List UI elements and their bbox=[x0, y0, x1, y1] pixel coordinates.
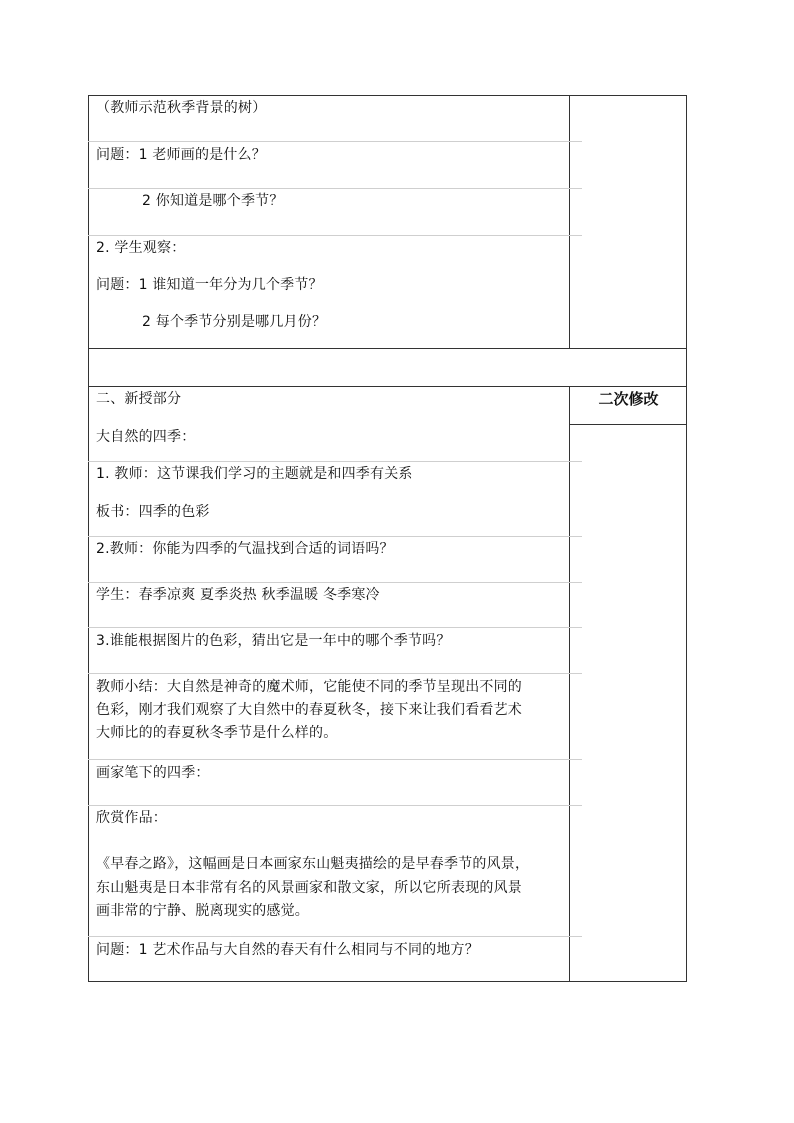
student-observe: 2. 学生观察： bbox=[96, 240, 186, 256]
question-seasons: 问题：1 谁知道一年分为几个季节？ bbox=[96, 277, 323, 293]
question-2: 2 你知道是哪个季节？ bbox=[142, 193, 284, 209]
column-divider-bottom bbox=[569, 386, 570, 982]
column-divider-top bbox=[569, 95, 570, 348]
side-heading-divider bbox=[569, 424, 687, 425]
teacher-question: 2.教师：你能为四季的气温找到合适的词语吗？ bbox=[96, 541, 394, 557]
demo-note: （教师示范秋季背景的树） bbox=[96, 100, 267, 116]
paragraph-guide bbox=[88, 673, 582, 674]
paragraph-guide bbox=[88, 627, 582, 628]
summary-line-1: 教师小结：大自然是神奇的魔术师，它能使不同的季节呈现出不同的 bbox=[96, 679, 522, 695]
paragraph-guide bbox=[88, 536, 582, 537]
row-divider-2 bbox=[88, 386, 687, 387]
paragraph-guide bbox=[88, 188, 582, 189]
summary-line-2: 色彩，刚才我们观察了大自然中的春夏秋冬，接下来让我们看看艺术 bbox=[96, 702, 522, 718]
artwork-desc-1: 《早春之路》，这幅画是日本画家东山魁夷描绘的是早春季节的风景， bbox=[96, 856, 530, 872]
student-answer: 学生：春季凉爽 夏季炎热 秋季温暖 冬季寒冷 bbox=[96, 587, 380, 603]
art-question: 问题：1 艺术作品与大自然的春天有什么相同与不同的地方？ bbox=[96, 942, 479, 958]
summary-line-3: 大师比的的春夏秋冬季节是什么样的。 bbox=[96, 725, 338, 741]
artwork-desc-3: 画非常的宁静、脱离现实的感觉。 bbox=[96, 903, 309, 919]
paragraph-guide bbox=[88, 805, 582, 806]
painters-seasons: 画家笔下的四季： bbox=[96, 765, 210, 781]
revision-heading: 二次修改 bbox=[598, 390, 659, 408]
artwork-desc-2: 东山魁夷是日本非常有名的风景画家和散文家，所以它所表现的风景 bbox=[96, 880, 522, 896]
paragraph-guide bbox=[88, 759, 582, 760]
subtopic-nature: 大自然的四季： bbox=[96, 429, 196, 445]
question-months: 2 每个季节分别是哪几月份？ bbox=[142, 314, 327, 330]
paragraph-guide bbox=[88, 582, 582, 583]
paragraph-guide bbox=[88, 235, 582, 236]
section-title: 二、新授部分 bbox=[96, 391, 182, 407]
appreciate-works: 欣赏作品： bbox=[96, 810, 167, 826]
paragraph-guide bbox=[88, 461, 582, 462]
teacher-intro: 1. 教师：这节课我们学习的主题就是和四季有关系 bbox=[96, 466, 413, 482]
color-question: 3.谁能根据图片的色彩，猜出它是一年中的哪个季节吗？ bbox=[96, 633, 451, 649]
paragraph-guide bbox=[88, 936, 582, 937]
board-note: 板书：四季的色彩 bbox=[96, 504, 210, 520]
question-1: 问题：1 老师画的是什么？ bbox=[96, 147, 266, 163]
paragraph-guide bbox=[88, 141, 582, 142]
row-divider-1 bbox=[88, 348, 687, 349]
